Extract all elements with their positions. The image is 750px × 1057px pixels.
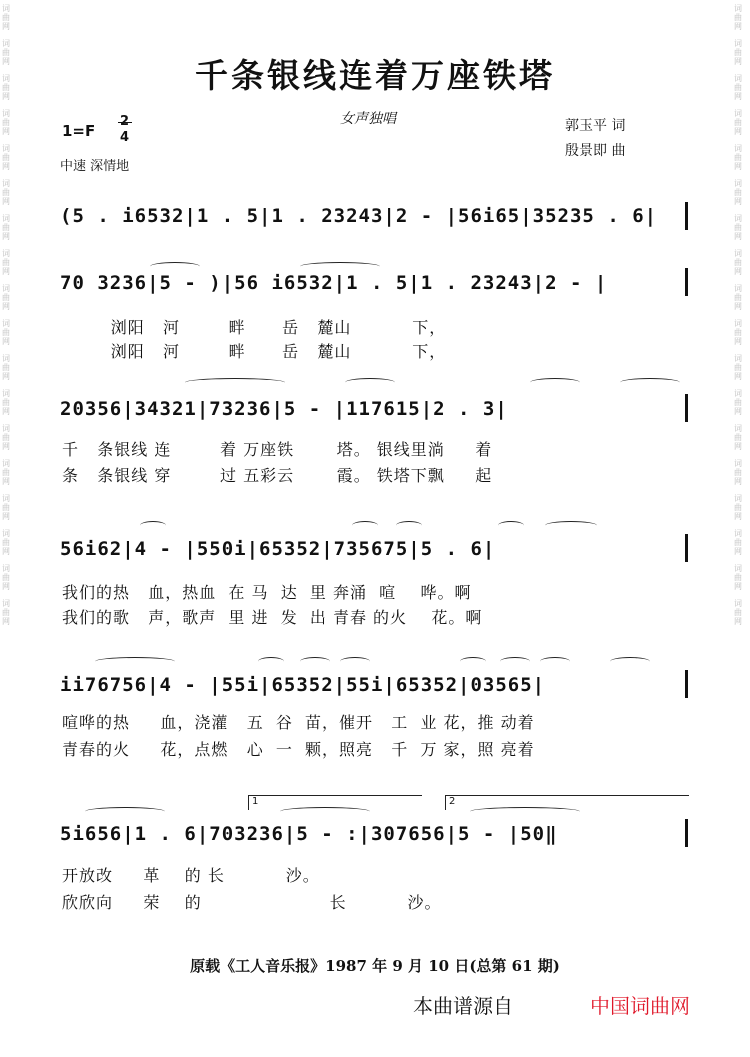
source-site-link[interactable]: 中国词曲网 (590, 994, 690, 1018)
barline (685, 268, 688, 296)
lyric-line-4b: 我们的歌 声，歌声 里 进 发 出 青春 的火 花。啊 (62, 608, 483, 627)
final-barline (685, 819, 688, 847)
tempo-marking: 中速 深情地 (60, 159, 130, 174)
slur (500, 657, 530, 666)
score-line-3: 20356|34321|73236|5 - |117615|2 . 3| (60, 398, 508, 420)
lyricist-credit: 郭玉平 词 (565, 118, 626, 134)
time-signature-rule (118, 122, 132, 123)
slur (300, 657, 330, 666)
slur (85, 807, 165, 816)
lyric-line-3b: 条 条银线 穿 过 五彩云 霞。 铁塔下飘 起 (62, 466, 493, 485)
slur (540, 657, 570, 666)
barline (685, 202, 688, 230)
time-signature-top: 2 (120, 114, 130, 129)
score-line-1: (5 . i6532|1 . 5|1 . 23243|2 - |56i65|35235 . 6| (60, 205, 658, 227)
source-label: 本曲谱源自 (413, 994, 513, 1018)
slur (150, 262, 200, 271)
key-signature: 1=F (62, 122, 96, 140)
slur (530, 378, 580, 387)
performance-type: 女声独唱 (340, 111, 396, 127)
lyric-line-6a: 开放改 革 的 长 沙。 (62, 866, 320, 885)
lyric-line-3a: 千 条银线 连 着 万座铁 塔。 银线里淌 着 (62, 440, 493, 459)
lyric-line-5b: 青春的火 花，点燃 心 一 颗，照亮 千 万 家，照 亮着 (62, 740, 535, 759)
lyric-line-6b: 欣欣向 荣 的 长 沙。 (62, 893, 442, 912)
barline (685, 534, 688, 562)
score-line-4: 56i62|4 - |550i|65352|735675|5 . 6| (60, 538, 496, 560)
watermark-right: 词曲网 词曲网 词曲网 词曲网 词曲网 词曲网 词曲网 词曲网 词曲网 词曲网 词曲网 词曲网 词曲网 词曲网 词曲网 词曲网 词曲网 词曲网 (734, 4, 742, 626)
slur (396, 521, 422, 530)
score-line-6: 5i656|1 . 6|703236|5 - :|307656|5 - |50‖ (60, 823, 558, 845)
slur (280, 807, 370, 816)
composer-credit: 殷景即 曲 (565, 143, 626, 159)
lyric-line-2b: 浏阳 河 畔 岳 麓山 下， (62, 342, 447, 361)
slur (300, 262, 380, 271)
barline (685, 394, 688, 422)
slur (460, 657, 486, 666)
time-signature-bottom: 4 (120, 130, 130, 145)
slur (620, 378, 680, 387)
barline (685, 670, 688, 698)
lyric-line-2a: 浏阳 河 畔 岳 麓山 下， (62, 318, 447, 337)
slur (498, 521, 524, 530)
slur (470, 807, 580, 816)
slur (258, 657, 284, 666)
song-title: 千条银线连着万座铁塔 (195, 56, 555, 95)
lyric-line-4a: 我们的热 血，热血 在 马 达 里 奔涌 喧 哗。啊 (62, 583, 472, 602)
score-line-5: ii76756|4 - |55i|65352|55i|65352|03565| (60, 674, 546, 696)
slur (340, 657, 370, 666)
publication-note: 原载《工人音乐报》1987 年 9 月 10 日(总第 61 期) (190, 957, 560, 975)
slur (140, 521, 166, 530)
score-line-2: 70 3236|5 - )|56 i6532|1 . 5|1 . 23243|2 - | (60, 272, 608, 294)
slur (95, 657, 175, 666)
slur (545, 521, 597, 530)
volta-2: 2 (445, 795, 689, 810)
slur (610, 657, 650, 666)
lyric-line-5a: 喧哗的热 血，浇灌 五 谷 苗，催开 工 业 花，推 动着 (62, 713, 535, 732)
slur (352, 521, 378, 530)
slur (345, 378, 395, 387)
slur (185, 378, 285, 387)
watermark-left: 词曲网 词曲网 词曲网 词曲网 词曲网 词曲网 词曲网 词曲网 词曲网 词曲网 词曲网 词曲网 词曲网 词曲网 词曲网 词曲网 词曲网 词曲网 (2, 4, 10, 626)
volta-1: 1 (248, 795, 422, 810)
